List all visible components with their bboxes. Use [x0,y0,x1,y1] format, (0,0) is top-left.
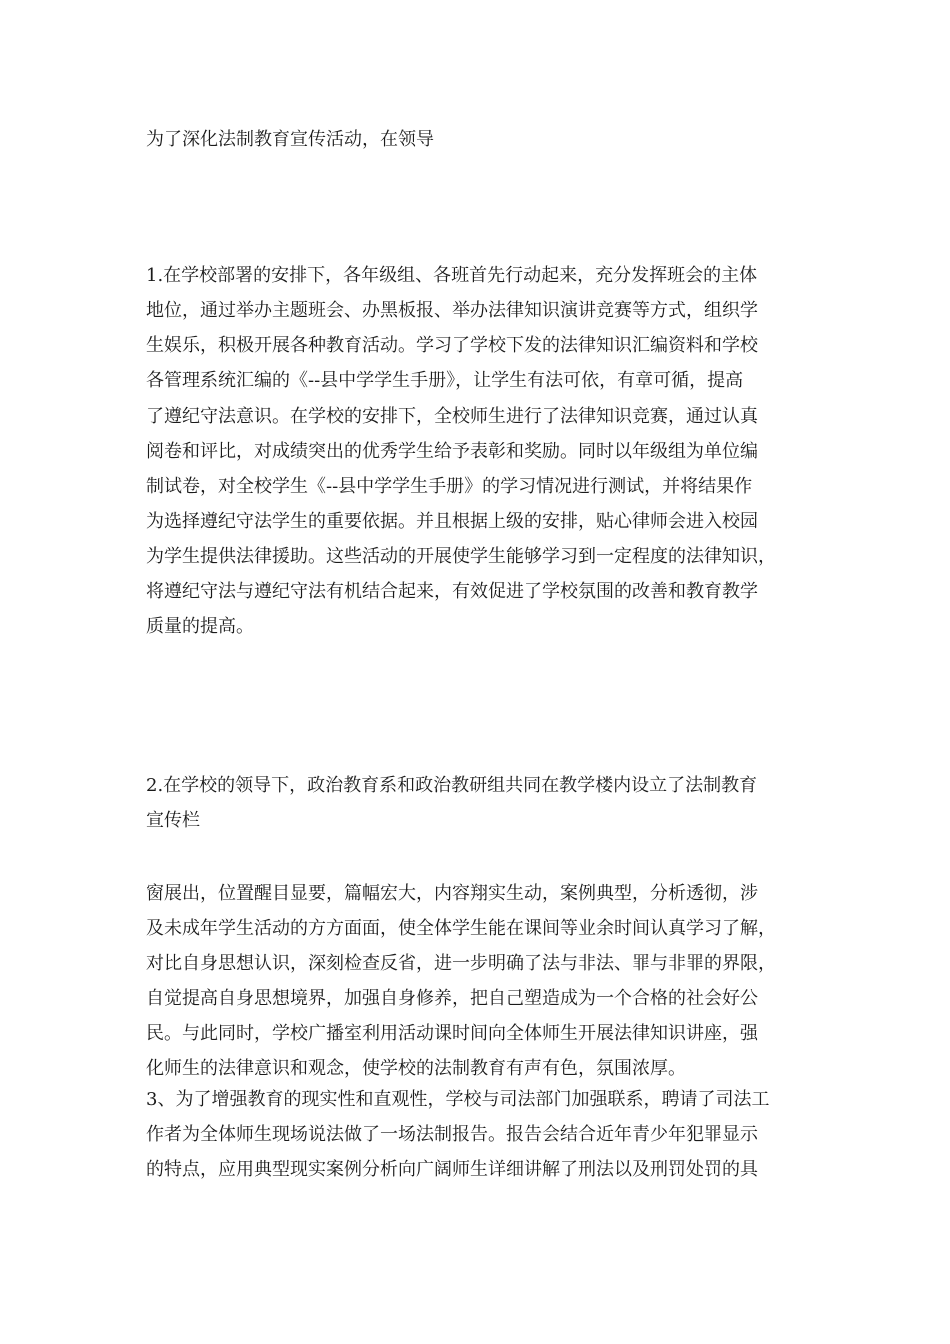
section3-line: 作者为全体师生现场说法做了一场法制报告。报告会结合近年青少年犯罪显示 [146,1124,758,1145]
section1-line: 为学生提供法律援助。这些活动的开展使学生能够学习到一定程度的法律知识， [146,546,776,567]
section2-head-line: 2.在学校的领导下，政治教育系和政治教研组共同在教学楼内设立了法制教育 [146,775,758,796]
section3-line: 的特点，应用典型现实案例分析向广阔师生详细讲解了刑法以及刑罚处罚的具 [146,1159,758,1180]
section2-head-line: 宣传栏 [146,810,200,831]
section1-line: 质量的提高。 [146,616,254,637]
section2-body-line: 民。与此同时，学校广播室利用活动课时间向全体师生开展法律知识讲座，强 [146,1023,758,1044]
section1-line: 为选择遵纪守法学生的重要依据。并且根据上级的安排，贴心律师会进入校园 [146,511,758,532]
section3-line: 3、为了增强教育的现实性和直观性，学校与司法部门加强联系，聘请了司法工 [146,1089,770,1110]
section2-body-line: 及未成年学生活动的方方面面，使全体学生能在课间等业余时间认真学习了解， [146,918,776,939]
section1-line: 各管理系统汇编的《--县中学学生手册》，让学生有法可依，有章可循，提高 [146,370,744,391]
section2-body-line: 自觉提高自身思想境界，加强自身修养，把自己塑造成为一个合格的社会好公 [146,988,758,1009]
section1-line: 阅卷和评比，对成绩突出的优秀学生给予表彰和奖励。同时以年级组为单位编 [146,441,758,462]
intro-line: 为了深化法制教育宣传活动，在领导 [146,129,434,150]
section1-line: 生娱乐，积极开展各种教育活动。学习了学校下发的法律知识汇编资料和学校 [146,335,758,356]
section1-line: 了遵纪守法意识。在学校的安排下，全校师生进行了法律知识竞赛，通过认真 [146,406,758,427]
section1-line: 将遵纪守法与遵纪守法有机结合起来，有效促进了学校氛围的改善和教育教学 [146,581,758,602]
section1-line: 制试卷，对全校学生《--县中学学生手册》的学习情况进行测试，并将结果作 [146,476,753,497]
section2-body-line: 对比自身思想认识，深刻检查反省，进一步明确了法与非法、罪与非罪的界限， [146,953,776,974]
section1-line: 1.在学校部署的安排下，各年级组、各班首先行动起来，充分发挥班会的主体 [146,265,758,286]
section2-body-line: 化师生的法律意识和观念，使学校的法制教育有声有色，氛围浓厚。 [146,1058,686,1079]
section2-body-line: 窗展出，位置醒目显要，篇幅宏大，内容翔实生动，案例典型，分析透彻，涉 [146,883,758,904]
section1-line: 地位，通过举办主题班会、办黑板报、举办法律知识演讲竞赛等方式，组织学 [146,300,758,321]
